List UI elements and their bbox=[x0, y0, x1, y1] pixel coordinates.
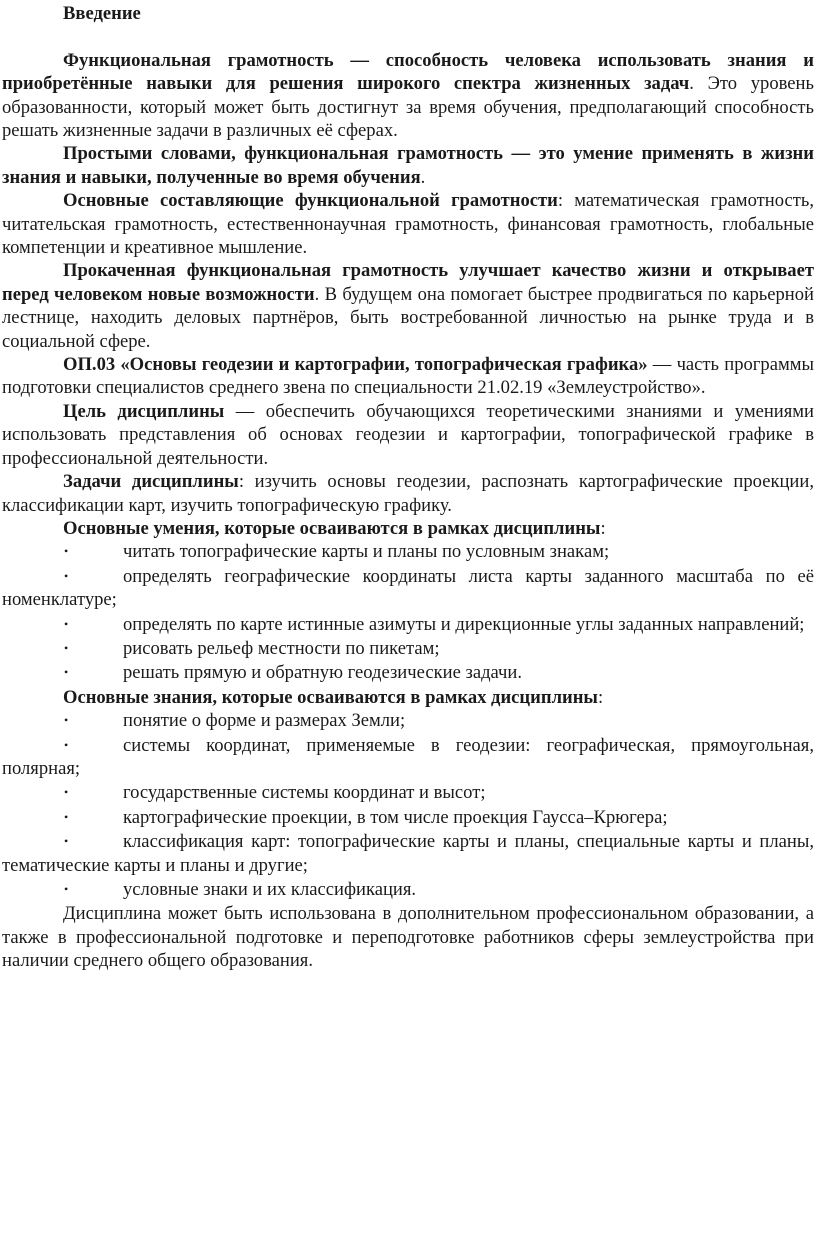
list-item bbox=[2, 613, 814, 636]
bullet-icon: • bbox=[64, 713, 69, 728]
paragraph-bold-text: Простыми словами, функциональная грамотность — это умение применять в жизни знания и навыки, полученные во время обучения bbox=[2, 143, 814, 188]
skills-heading-bold: Основные умения, которые осваиваются в рамках дисциплины bbox=[63, 517, 601, 539]
paragraph-text: : изучить основы геодезии, распознать картографические проекции, классификации карт, изучить топографическую графику. bbox=[2, 471, 814, 516]
paragraph-bold-text: Функциональная грамотность — способность человека использовать знания и приобретённые навыки для решения широкого спектра жизненных задач bbox=[2, 49, 814, 95]
bullet-icon: • bbox=[64, 640, 69, 655]
list-item-text: рисовать рельеф местности по пикетам; bbox=[123, 637, 440, 659]
list-item bbox=[2, 637, 814, 660]
knowledge-heading bbox=[2, 686, 814, 709]
bullet-icon: • bbox=[64, 785, 69, 800]
paragraph-text: — обеспечить обучающихся теоретическими знаниями и умениями использовать представления об основах геодезии и картографии, топографической графике в профессиональной деятельности. bbox=[2, 400, 815, 469]
list-item bbox=[2, 830, 814, 877]
knowledge-heading-bold: Основные знания, которые осваиваются в рамках дисциплины bbox=[63, 686, 598, 708]
bullet-icon: • bbox=[64, 665, 69, 680]
paragraph-bold-text: ОП.03 «Основы геодезии и картографии, топографическая графика» bbox=[63, 354, 648, 376]
list-item bbox=[2, 709, 814, 732]
list-item-text: условные знаки и их классификация. bbox=[123, 879, 417, 901]
list-item bbox=[2, 734, 814, 781]
paragraph-bold-text: Задачи дисциплины bbox=[63, 471, 239, 493]
paragraph-discipline bbox=[2, 353, 814, 400]
paragraph-bold-text: Основные составляющие функциональной грамотности bbox=[63, 190, 558, 212]
skills-list bbox=[2, 540, 814, 684]
paragraph-benefits bbox=[2, 259, 814, 353]
paragraph-text: . Это уровень образованности, который может быть достигнут за время обучения, предполагающий способность решать жизненные задачи в различных её сферах. bbox=[2, 73, 814, 142]
skills-heading bbox=[2, 517, 814, 540]
paragraph-bold-text: Прокаченная функциональная грамотность улучшает качество жизни и открывает перед человеком новые возможности bbox=[2, 260, 814, 305]
list-item-text: государственные системы координат и высот; bbox=[123, 782, 486, 804]
bullet-icon: • bbox=[64, 544, 69, 559]
paragraph-components bbox=[2, 189, 814, 259]
bullet-icon: • bbox=[64, 809, 69, 824]
paragraph-simple-words bbox=[2, 142, 814, 189]
bullet-icon: • bbox=[64, 834, 69, 849]
paragraph-definition bbox=[2, 49, 814, 143]
bullet-icon: • bbox=[64, 737, 69, 752]
paragraph-goal bbox=[2, 400, 814, 470]
paragraph-bold-text: Цель дисциплины bbox=[63, 400, 225, 422]
paragraph-text: : математическая грамотность, читательская грамотность, естественнонаучная грамотность, финансовая грамотность, глобальные компетенции и креативное мышление. bbox=[2, 190, 814, 259]
skills-heading-colon: : bbox=[600, 517, 606, 539]
list-item bbox=[2, 540, 814, 563]
list-item-text: понятие о форме и размерах Земли; bbox=[123, 710, 406, 732]
list-item-text: классификация карт: топографические карты и планы, специальные карты и планы, тематические карты и планы и другие; bbox=[2, 831, 814, 876]
list-item-text: определять по карте истинные азимуты и дирекционные углы заданных направлений; bbox=[123, 613, 805, 635]
list-item-text: системы координат, применяемые в геодезии: географическая, прямоугольная, полярная; bbox=[2, 734, 814, 779]
paragraph-text: . В будущем она помогает быстрее продвигаться по карьерной лестнице, находить деловых партнёров, быть востребованной личностью на рынке труда и в социальной сфере. bbox=[2, 283, 814, 352]
list-item bbox=[2, 565, 814, 612]
list-item-text: определять географические координаты листа карты заданного масштаба по её номенклатуре; bbox=[2, 565, 814, 611]
list-item bbox=[2, 781, 814, 804]
list-item-text: картографические проекции, в том числе проекция Гаусса–Крюгера; bbox=[123, 806, 668, 828]
bullet-icon: • bbox=[64, 568, 69, 583]
list-item-text: читать топографические карты и планы по условным знакам; bbox=[123, 541, 610, 563]
list-item-text: решать прямую и обратную геодезические задачи. bbox=[123, 662, 522, 684]
list-item bbox=[2, 661, 814, 684]
page-title: Введение bbox=[63, 3, 141, 24]
paragraph-text: — часть программы подготовки специалистов среднего звена по специальности 21.02.19 «Землеустройство». bbox=[2, 354, 814, 399]
paragraph-tasks bbox=[2, 470, 814, 517]
paragraph-conclusion: Дисциплина может быть использована в дополнительном профессиональном образовании, а также в профессиональной подготовке и переподготовке работников сферы землеустройства при наличии среднего общего образования. bbox=[2, 903, 814, 972]
list-item bbox=[2, 878, 814, 901]
bullet-icon: • bbox=[64, 616, 69, 631]
paragraph-text: . bbox=[420, 166, 426, 188]
knowledge-list bbox=[2, 709, 814, 901]
knowledge-heading-colon: : bbox=[597, 686, 604, 708]
blank-line bbox=[2, 25, 814, 48]
list-item bbox=[2, 806, 814, 829]
bullet-icon: • bbox=[64, 882, 69, 897]
